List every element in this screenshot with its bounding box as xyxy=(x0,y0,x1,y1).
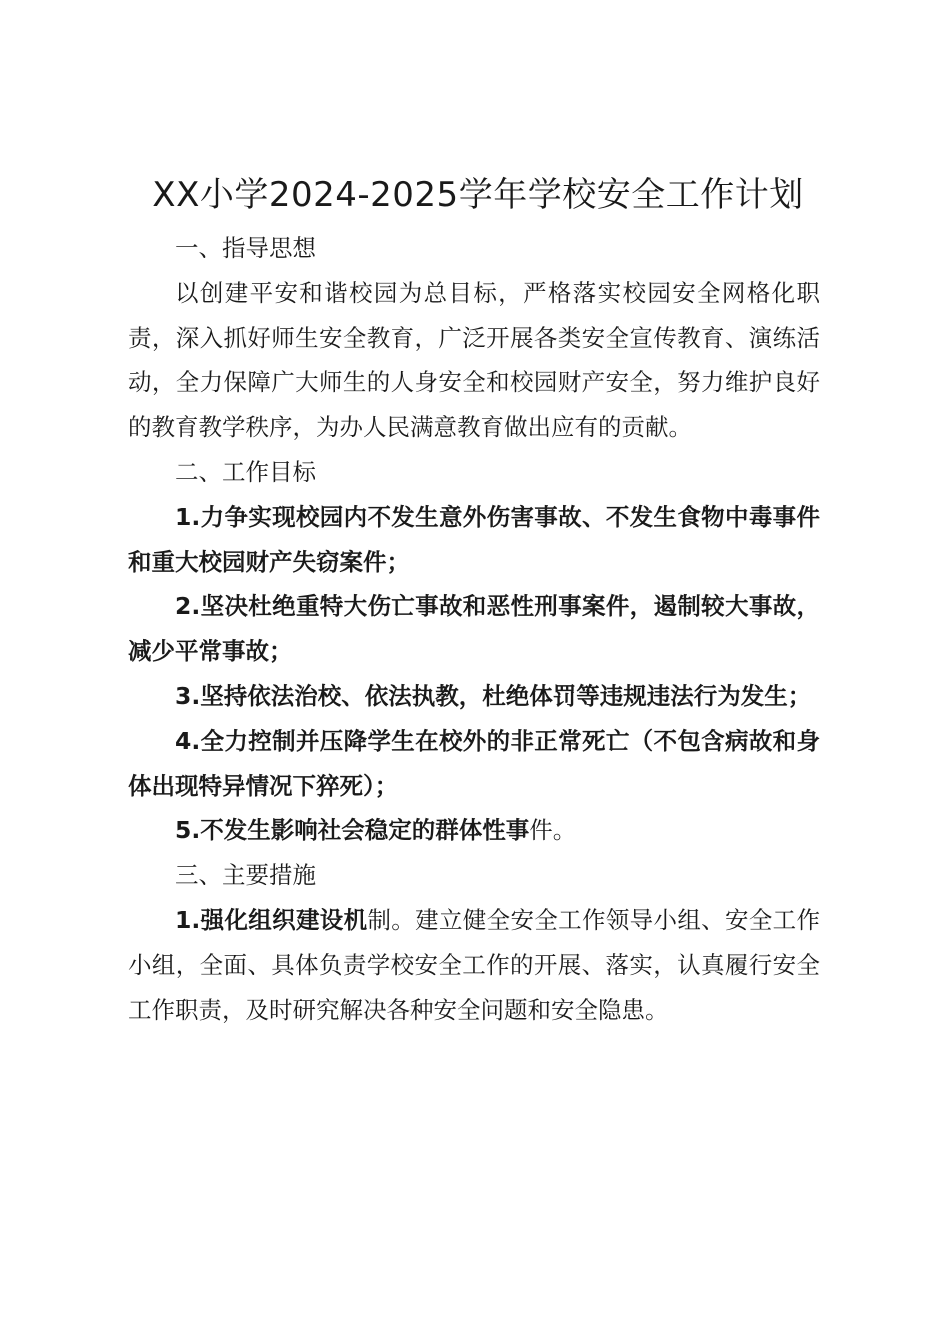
goal-item-4: 4.全力控制并压降学生在校外的非正常死亡（不包含病故和身体出现特异情况下猝死）； xyxy=(128,726,820,800)
measure-item-1-rest: 制。建立健全安全工作领导小组、安全工作小组，全面、具体负责学校安全工作的开展、落实，认真履行安全工作职责，及时研究解决各种安全问题和安全隐患。 xyxy=(128,905,821,1024)
goal-item-1: 1.力争实现校园内不发生意外伤害事故、不发生食物中毒事件和重大校园财产失窃案件； xyxy=(128,502,820,576)
document-body xyxy=(128,226,820,1032)
goal-item-3: 3.坚持依法治校、依法执教，杜绝体罚等违规违法行为发生； xyxy=(175,681,812,710)
measure-item-1 xyxy=(128,898,820,1032)
document-title: XX小学2024-2025学年学校安全工作计划 xyxy=(152,175,804,215)
goal-item-2: 2.坚决杜绝重特大伤亡事故和恶性刑事案件，遏制较大事故，减少平常事故； xyxy=(128,592,820,666)
goal-item-5-bold: 5.不发生影响社会稳定的群体性事 xyxy=(175,816,530,845)
measure-item-1-bold: 1.强化组织建设机 xyxy=(175,905,368,934)
goal-item-5 xyxy=(128,808,820,853)
guiding-thought-paragraph: 以创建平安和谐校园为总目标，严格落实校园安全网格化职责，深入抓好师生安全教育，广泛开展各类安全宣传教育、演练活动，全力保障广大师生的人身安全和校园财产安全，努力维护良好的教育教学秩序，为办人民满意教育做出应有的贡献。 xyxy=(128,278,820,442)
goal-item-5-rest: 件。 xyxy=(529,816,577,845)
section-heading-work-goals: 二、工作目标 xyxy=(175,457,316,486)
section-heading-main-measures: 三、主要措施 xyxy=(175,861,316,890)
section-heading-guiding-thought: 一、指导思想 xyxy=(175,234,316,262)
